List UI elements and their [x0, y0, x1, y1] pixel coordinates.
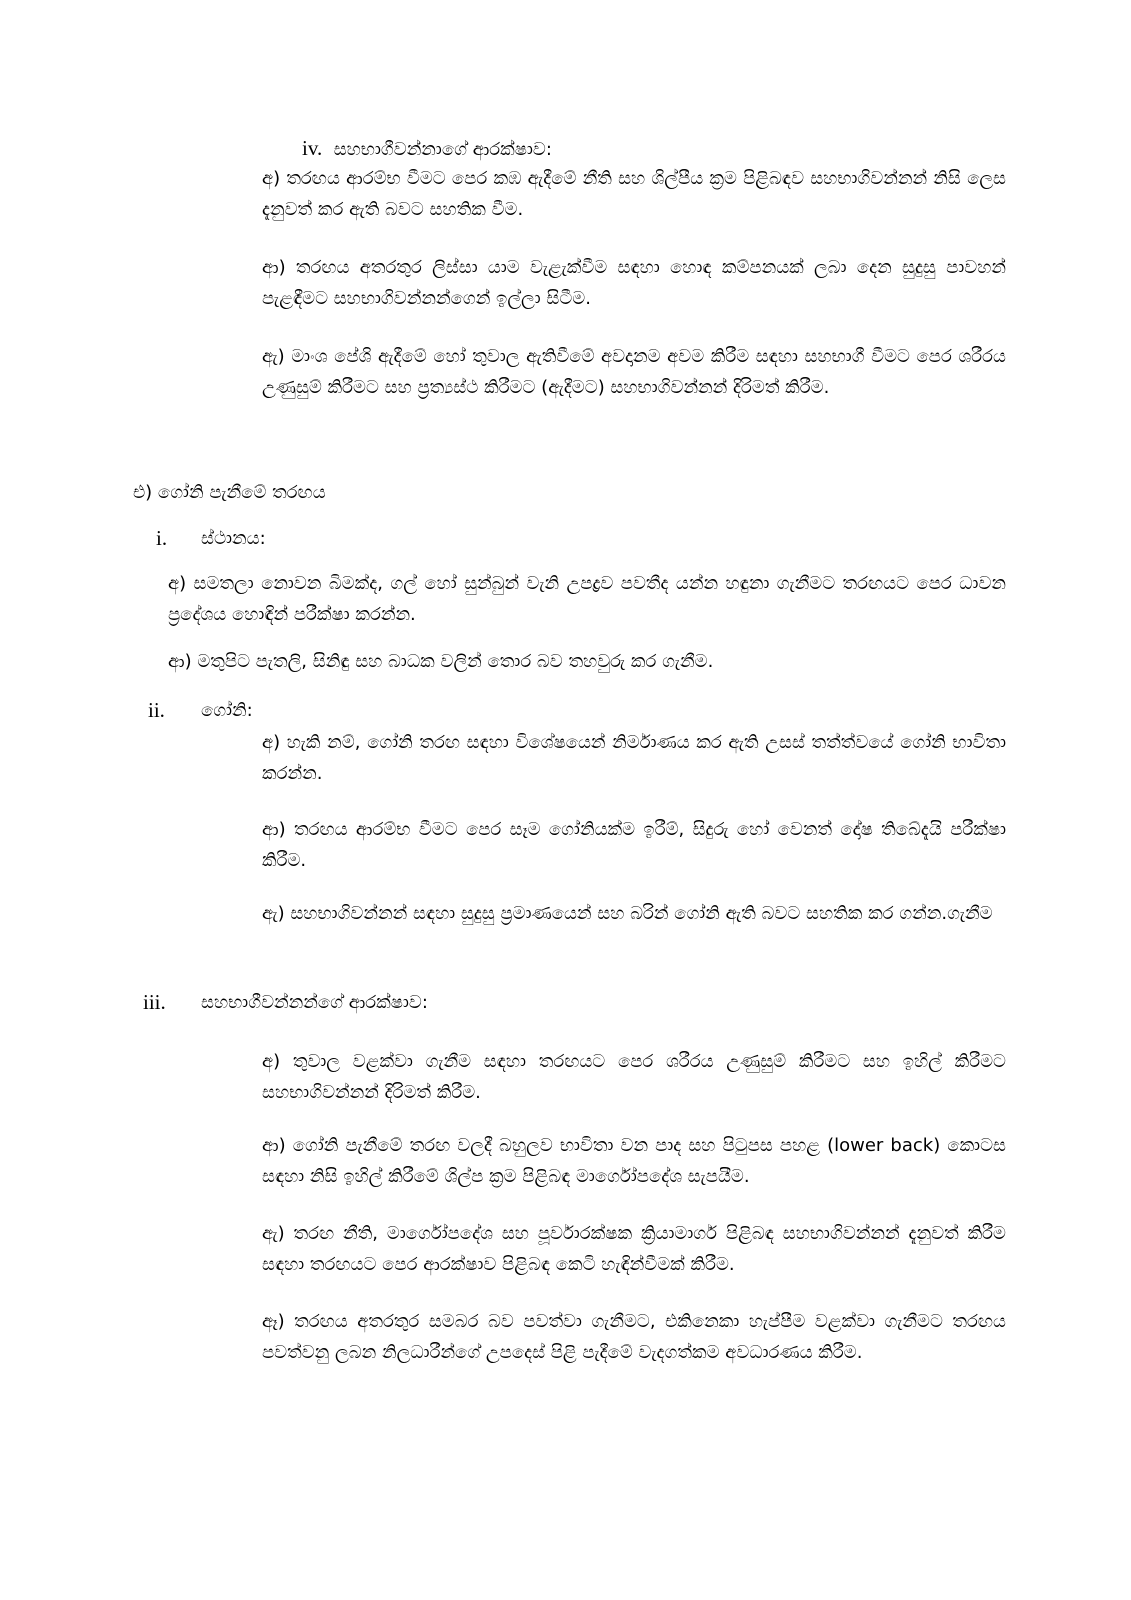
section-iv-item-a: අ) තරඟය ආරම්භ වීමට පෙර කඹ ඇදීමේ නීති සහ ශිල්පීය ක්‍රම පිළිබඳව සහභාගිවන්නන් නිසි ලෙස දැනුවත් කර ඇති බවට සහතික වීම.: [262, 168, 1006, 220]
sub-iii-numeral: iii.: [143, 990, 166, 1014]
sub-ii-item-a: අ) හැකි නම්, ගෝනි තරඟ සඳහා විශේෂයෙන් නිර්මාණය කර ඇති උසස් තත්ත්වයේ ගෝනි භාවිතා කරන්න.: [262, 732, 1006, 784]
sub-ii-item-aa: ආ) තරඟය ආරම්භ වීමට පෙර සෑම ගෝනියක්ම ඉරීම්, සිදුරු හෝ වෙනත් දෝෂ තිබේදැයි පරීක්ෂා කිරීම.: [262, 819, 1006, 871]
sub-iii-item-aa: ආ) ගෝනි පැනීමේ තරඟ වලදී බහුලව භාවිතා වන පාද සහ පිටුපස පහළ (lower back) කොටස සඳහා නිසි ඉහිල් කිරීමේ ශිල්ප ක්‍රම පිළිබඳ මාර්ගෝපදේශ සැපයීම.: [262, 1135, 1006, 1187]
section-e-heading: එ) ගෝනි පැනීමේ තරඟය: [133, 482, 326, 503]
section-iv-item-ae: ඇ) මාංශ පේශි ඇදීමේ හෝ තුවාල ඇතිවීමේ අවදානම අවම කිරීම සඳහා සහභාගී වීමට පෙර ශරීරය උණුසුම් කිරීමට සහ ප්‍රත්‍යස්ථ කිරීමට (ඇදීමට) සහභාගිවන්නන් දිරිමත් කිරීම.: [262, 346, 1006, 398]
sub-i-item-a: අ) සමතලා නොවන බිමක්ද, ගල් හෝ සුන්බුන් වැනි උපද්‍රව පවතීද යන්න හඳුනා ගැනීමට තරඟයට පෙර ධාවන ප්‍රදේශය හොඳින් පරීක්ෂා කරන්න.: [168, 573, 1006, 625]
sub-i-numeral: i.: [156, 526, 168, 550]
sub-ii-numeral: ii.: [148, 698, 165, 722]
sub-i-item-aa: ආ) මතුපිට පැතලි, සිනිඳු සහ බාධක වලින් තොර බව තහවුරු කර ගැනීම.: [168, 651, 714, 672]
sub-ii-item-ae: ඇ) සහභාගිවන්නන් සඳහා සුදුසු ප්‍රමාණයෙන් සහ බරින් ගෝනි ඇති බවට සහතික කර ගන්න.ගැනීම: [262, 903, 993, 924]
section-iv-item-aa: ආ) තරඟය අතරතුර ලිස්සා යාම වැළැක්වීම සඳහා හොඳ කම්පනයක් ලබා දෙන සුදුසු පාවහන් පැළඳීමට සහභාගිවන්නන්ගෙන් ඉල්ලා සිටීම.: [262, 257, 1006, 309]
section-iv-numeral: iv.: [302, 136, 323, 160]
section-iv-title: සහභාගීවන්නාගේ ආරක්ෂාව:: [333, 139, 552, 160]
sub-iii-item-a: අ) තුවාල වළක්වා ගැනීම සඳහා තරඟයට පෙර ශරීරය උණුසුම් කිරීමට සහ ඉහිල් කිරීමට සහභාගිවන්නන් දිරිමත් කිරීම.: [262, 1051, 1006, 1103]
sub-iii-item-ai: ඈ) තරඟය අතරතුර සමබර බව පවත්වා ගැනීමට, එකිනෙකා හැප්පීම වළක්වා ගැනීමට තරඟය පවත්වනු ලබන නිලධාරීන්ගේ උපදෙස් පිළි පැදීමේ වැදගත්කම අවධාරණය කිරීම.: [262, 1311, 1006, 1363]
sub-ii-label: ගෝනි:: [201, 700, 253, 721]
sub-i-label: ස්ථානය:: [201, 528, 266, 549]
sub-iii-item-ae: ඇ) තරඟ නීති, මාර්ගෝපදේශ සහ පූර්වාරක්ෂක ක්‍රියාමාර්ග පිළිබඳ සහභාගිවන්නන් දැනුවත් කිරීම සඳහා තරඟයට පෙර ආරක්ෂාව පිළිබඳ කෙටි හැඳින්වීමක් කිරීම.: [262, 1223, 1006, 1275]
section-iv-heading: [302, 135, 552, 163]
sub-iii-label: සහභාගීවන්නන්ගේ ආරක්ෂාව:: [201, 992, 428, 1013]
